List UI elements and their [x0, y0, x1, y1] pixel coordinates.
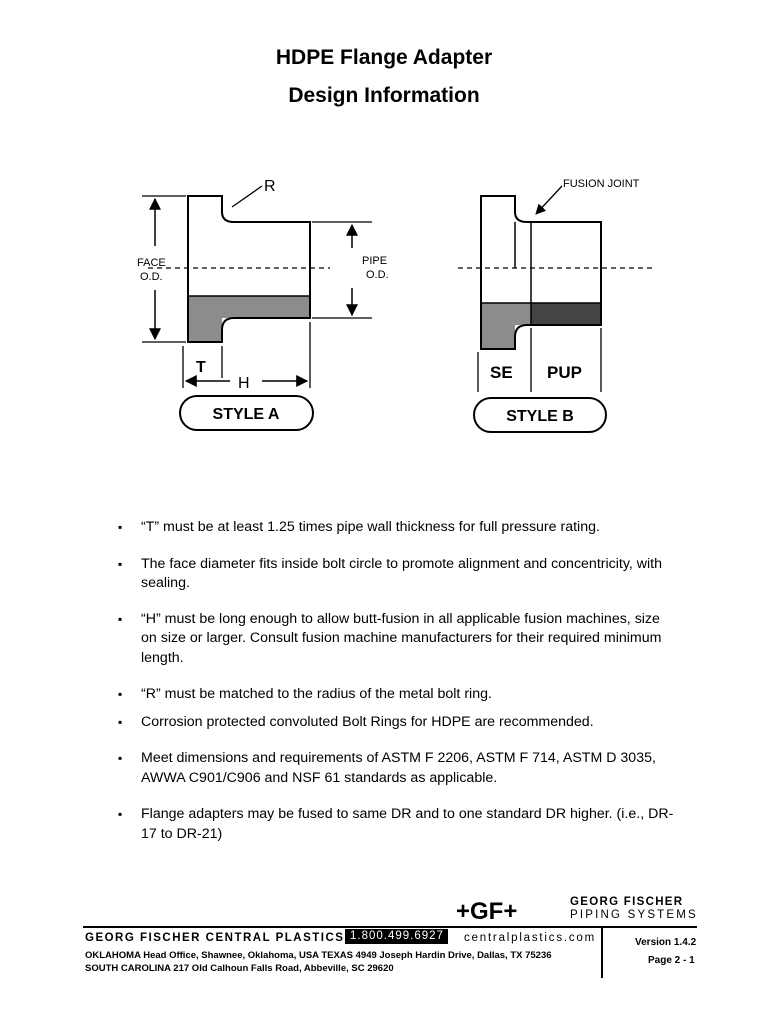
- fusion-joint-leader: [536, 186, 562, 214]
- style-b-hatch-stub-pipe: [515, 303, 531, 325]
- style-a-hatch-flange: [188, 296, 222, 342]
- r-leader: [232, 186, 262, 207]
- style-b-drawing: [458, 178, 652, 432]
- list-item: ▪ “T” must be at least 1.25 times pipe wall thickness for full pressure rating.: [118, 518, 678, 538]
- list-item: ▪ Corrosion protected convoluted Bolt Rings for HDPE are recommended.: [118, 713, 678, 733]
- face-od-label: FACE: [137, 257, 166, 269]
- pipe-od-label-2: O.D.: [366, 269, 389, 281]
- address-line: OKLAHOMA Head Office, Shawnee, Oklahoma, USA TEXAS 4949 Joseph Hardin Drive, Dallas, TX 75236: [85, 950, 552, 961]
- style-a-label: STYLE A: [212, 406, 280, 423]
- se-label: SE: [490, 363, 513, 382]
- flange-adapter-diagram: [0, 160, 768, 440]
- list-item: ▪ “H” must be long enough to allow butt-fusion in all applicable fusion machines, size on size or larger. Consult fusion machine manufacturers for their required minimum length.: [118, 610, 678, 669]
- design-notes-list: [118, 518, 678, 844]
- style-a-drawing: [137, 178, 389, 430]
- page-number: Page 2 - 1: [648, 955, 695, 966]
- footer-vertical-divider: [601, 926, 603, 978]
- brand-name: GEORG FISCHER: [570, 896, 684, 908]
- pipe-od-label: PIPE: [362, 255, 388, 267]
- pup-label: PUP: [547, 363, 582, 382]
- document-title: HDPE Flange Adapter: [275, 46, 493, 69]
- list-item: ▪ The face diameter fits inside bolt circle to promote alignment and concentricity, with sealing.: [118, 555, 678, 594]
- style-a-hatch-pipe: [222, 296, 310, 318]
- gf-logo: +GF+: [456, 898, 518, 925]
- phone-number: 1.800.499.6927: [345, 929, 448, 944]
- document-subtitle: Design Information: [288, 84, 480, 107]
- version-label: Version 1.4.2: [635, 937, 697, 948]
- h-label: H: [238, 375, 250, 392]
- company-name: GEORG FISCHER CENTRAL PLASTICS: [85, 932, 345, 944]
- list-item: ▪ “R” must be matched to the radius of the metal bolt ring.: [118, 685, 678, 705]
- website-link[interactable]: centralplastics.com: [464, 932, 596, 944]
- face-od-label-2: O.D.: [140, 271, 163, 283]
- style-b-hatch-stub: [481, 303, 515, 349]
- footer-divider: [83, 926, 697, 928]
- address-line: SOUTH CAROLINA 217 Old Calhoun Falls Road, Abbeville, SC 29620: [85, 963, 394, 974]
- list-item: ▪ Flange adapters may be fused to same DR and to one standard DR higher. (i.e., DR-17 to DR-21): [118, 805, 678, 844]
- brand-subtitle: PIPING SYSTEMS: [570, 909, 698, 921]
- style-b-hatch-pup: [531, 303, 601, 325]
- list-item: ▪ Meet dimensions and requirements of ASTM F 2206, ASTM F 714, ASTM D 3035, AWWA C901/C906 and NSF 61 standards as applicable.: [118, 749, 678, 788]
- fusion-joint-label: FUSION JOINT: [563, 178, 640, 190]
- style-b-label: STYLE B: [506, 408, 574, 425]
- t-label: T: [196, 359, 206, 376]
- r-label: R: [264, 178, 276, 195]
